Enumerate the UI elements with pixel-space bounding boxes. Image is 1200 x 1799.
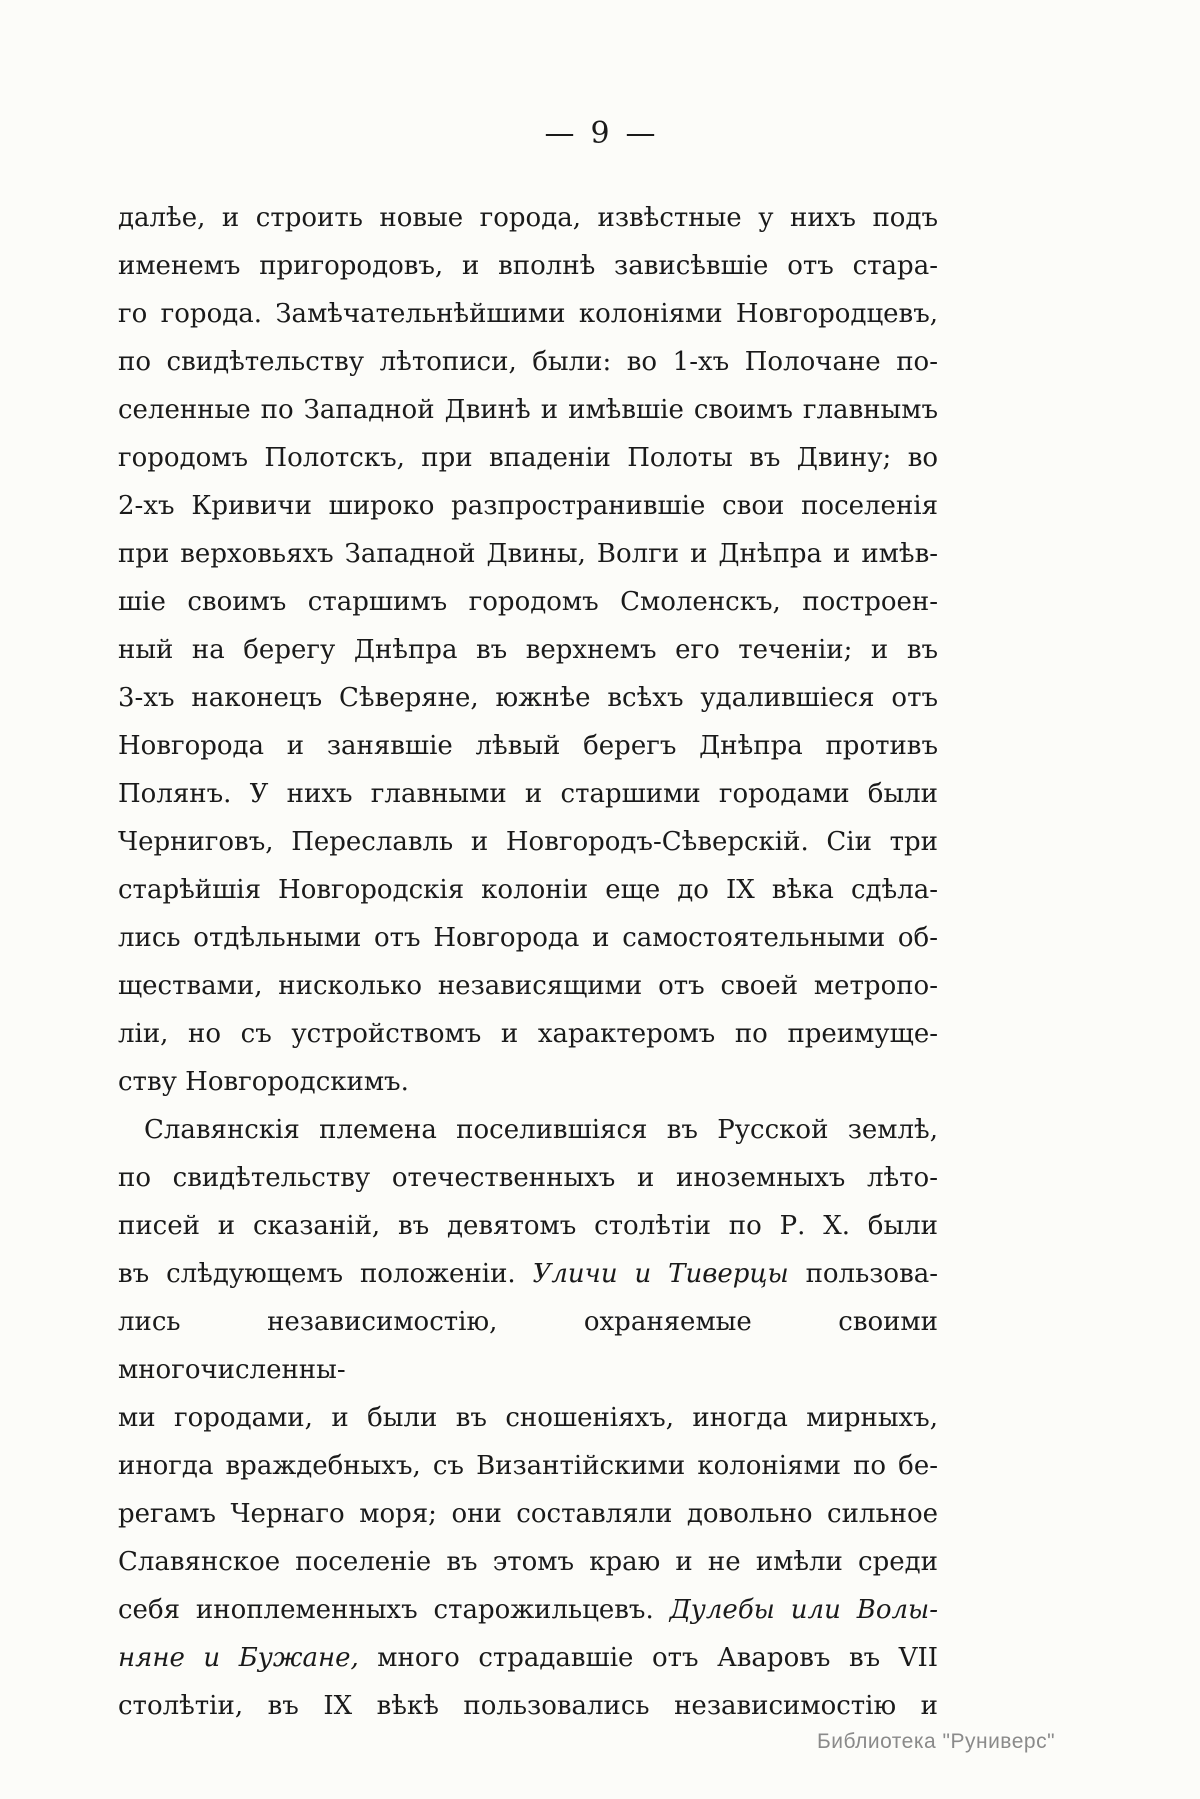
text-line <box>118 1682 938 1730</box>
text-segment: Полянъ. У нихъ главными и старшими городами были <box>118 779 938 809</box>
text-segment: далѣе, и строить новые города, извѣстные у нихъ подъ <box>118 203 938 233</box>
text-segment: въ слѣдующемъ положеніи. <box>118 1259 533 1289</box>
text-segment: шіе своимъ старшимъ городомъ Смоленскъ, построен- <box>118 587 938 617</box>
text-line <box>118 770 938 818</box>
text-line <box>118 1154 938 1202</box>
text-segment: Черниговъ, Переславль и Новгородъ-Сѣверскій. Сіи три <box>118 827 938 857</box>
header-dash-left: — <box>544 116 575 151</box>
text-block <box>118 194 938 1730</box>
text-segment: ществами, нисколько независящими отъ своей метропо- <box>118 971 938 1001</box>
text-segment: 3-хъ наконецъ Сѣверяне, южнѣе всѣхъ удалившіеся отъ <box>118 683 938 713</box>
text-segment: лись отдѣльными отъ Новгорода и самостоятельными об- <box>118 923 938 953</box>
text-line <box>118 1586 938 1634</box>
text-line <box>118 1394 938 1442</box>
page-number: 9 <box>590 116 610 151</box>
text-line <box>118 242 938 290</box>
text-line <box>118 1010 938 1058</box>
text-line <box>118 290 938 338</box>
text-line <box>118 626 938 674</box>
text-line <box>118 530 938 578</box>
text-segment: именемъ пригородовъ, и вполнѣ зависѣвшіе отъ стара- <box>118 251 938 281</box>
text-segment: лись независимостію, охраняемые своими многочисленны- <box>118 1307 938 1385</box>
text-segment: регамъ Чернаго моря; они составляли довольно сильное <box>118 1499 938 1529</box>
text-line <box>118 1538 938 1586</box>
text-segment: селенные по Западной Двинѣ и имѣвшіе своимъ главнымъ <box>118 395 938 425</box>
text-line <box>118 434 938 482</box>
text-line <box>118 578 938 626</box>
text-line <box>118 1202 938 1250</box>
text-line <box>118 1634 938 1682</box>
text-segment: Славянское поселеніе въ этомъ краю и не имѣли среди <box>118 1547 938 1577</box>
text-line <box>118 962 938 1010</box>
italic-text-segment: Уличи и Тиверцы <box>532 1259 789 1289</box>
text-segment: по свидѣтельству отечественныхъ и иноземныхъ лѣто- <box>118 1163 938 1193</box>
text-line <box>118 866 938 914</box>
text-line <box>118 722 938 770</box>
text-segment: 2-хъ Кривичи широко разпространившіе свои поселенія <box>118 491 938 521</box>
page-header <box>0 116 1200 151</box>
text-segment: городомъ Полотскъ, при впаденіи Полоты въ Двину; во <box>118 443 938 473</box>
text-line <box>118 818 938 866</box>
text-segment: ный на берегу Днѣпра въ верхнемъ его теченіи; и въ <box>118 635 938 665</box>
text-line <box>118 1298 938 1394</box>
text-line <box>118 1490 938 1538</box>
header-dash-right: — <box>625 116 656 151</box>
text-line <box>118 386 938 434</box>
text-segment: много страдавшіе отъ Аваровъ въ VII <box>358 1643 939 1673</box>
italic-text-segment: Дулебы или Волы- <box>669 1595 938 1625</box>
text-segment: при верховьяхъ Западной Двины, Волги и Днѣпра и имѣв- <box>118 539 938 569</box>
text-line <box>118 1058 938 1106</box>
text-line <box>118 338 938 386</box>
text-segment: Славянскія племена поселившіяся въ Русской землѣ, <box>144 1115 938 1145</box>
text-segment: Новгорода и занявшіе лѣвый берегъ Днѣпра противъ <box>118 731 938 761</box>
text-segment: ліи, но съ устройствомъ и характеромъ по преимуще- <box>118 1019 938 1049</box>
text-segment: писей и сказаній, въ девятомъ столѣтіи по Р. Х. были <box>118 1211 938 1241</box>
text-segment: старѣйшія Новгородскія колоніи еще до IX вѣка сдѣла- <box>118 875 938 905</box>
text-line <box>118 914 938 962</box>
text-segment: себя иноплеменныхъ старожильцевъ. <box>118 1595 670 1625</box>
text-line <box>118 482 938 530</box>
text-line <box>118 1442 938 1490</box>
text-line <box>118 1250 938 1298</box>
text-segment: ству Новгородскимъ. <box>118 1067 409 1097</box>
text-segment: иногда враждебныхъ, съ Византійскими колоніями по бе- <box>118 1451 938 1481</box>
text-segment: го города. Замѣчательнѣйшими колоніями Новгородцевъ, <box>118 299 938 329</box>
library-watermark: Библиотека "Руниверс" <box>817 1730 1056 1753</box>
text-line <box>118 1106 938 1154</box>
text-segment: ми городами, и были въ сношеніяхъ, иногда мирныхъ, <box>118 1403 938 1433</box>
text-line <box>118 674 938 722</box>
text-segment: столѣтіи, въ IX вѣкѣ пользовались независимостію и <box>118 1691 938 1721</box>
text-segment: пользова- <box>788 1259 938 1289</box>
text-line <box>118 194 938 242</box>
italic-text-segment: няне и Бужане, <box>118 1643 359 1673</box>
text-segment: по свидѣтельству лѣтописи, были: во 1-хъ Полочане по- <box>118 347 938 377</box>
